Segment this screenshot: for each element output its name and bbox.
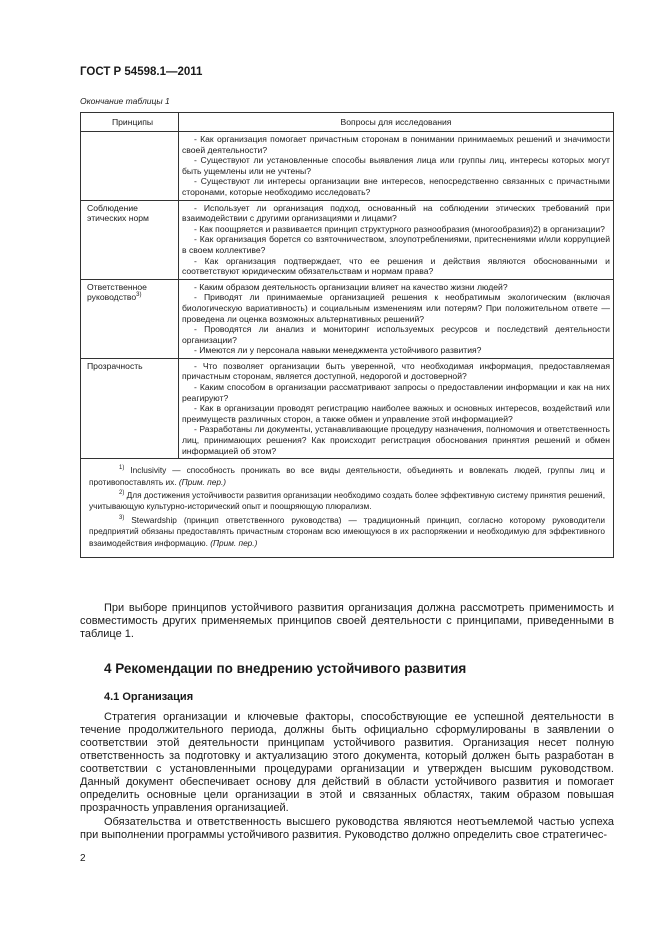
document-header: ГОСТ Р 54598.1—2011: [80, 66, 203, 78]
principle-cell: [81, 132, 179, 201]
footnote-ref: 3): [136, 292, 142, 299]
question-item: - Существуют ли установленные способы выявления лица или группы лиц, интересы которых могут быть ущемлены или не учтены?: [182, 155, 610, 176]
question-item: - Как организация борется со взяточничеством, злоупотреблениями, притеснениями и/или коррупцией в своем коллективе?: [182, 234, 610, 255]
questions-cell: [179, 200, 614, 279]
footnote: [89, 465, 605, 488]
footnote-text: Stewardship (принцип ответственного руководства) — традиционный принцип, согласно которому руководители предприятий обязаны предоставлять причастным сторонам всю имеющуюся в их распоряжении и необходимую для эффективного взаимодействия информацию.: [89, 514, 605, 548]
question-item: - Как организация подтверждает, что ее решения и действия являются обоснованными и соответствуют юридическим обязательствам и нормам права?: [182, 255, 610, 277]
principle-cell: [81, 200, 179, 279]
footnotes-row: [81, 459, 614, 558]
principle-cell: [81, 358, 179, 458]
table-row: [81, 132, 614, 201]
section-4-1-heading: 4.1 Организация: [104, 691, 194, 703]
question-item: - Проводятся ли анализ и мониторинг используемых ресурсов и последствий деятельности организации?: [182, 324, 610, 345]
footnote: [89, 490, 605, 513]
section-4-heading: 4 Рекомендации по внедрению устойчивого развития: [104, 661, 467, 676]
footnote-text: Для достижения устойчивости развития организации необходимо создать более эффективную систему принятия решений, учитывающую культурно-исторический опыт и поощряющую плюрализм.: [89, 490, 605, 512]
footnote-mark: 1): [119, 465, 125, 472]
questions-cell: [179, 279, 614, 358]
question-item: - Существуют ли интересы организации вне интересов, непосредственно связанных с причастными сторонами, которые необходимо исследовать?: [182, 176, 610, 197]
question-item: - Использует ли организация подход, основанный на соблюдении этических требований при взаимодействии с другими организациями и лицами?: [182, 202, 610, 224]
paragraph-after-table: При выборе принципов устойчивого развития организация должна рассмотреть применимость и совместимость других применяемых принципов своей деятельности с принципами, приведенными в таблице 1.: [80, 602, 614, 640]
question-item: - Приводят ли принимаемые организацией решения к необратимым экологическим (включая биологическую вариативность) и социальным изменениям или потерям? При положительном ответе — проведена ли оценка возможных альтернативных решений?: [182, 292, 610, 324]
principles-table: [80, 112, 614, 558]
principle-label: Ответственное руководство: [87, 281, 147, 303]
paragraph-4-1-2: Обязательства и ответственность высшего руководства являются неотъемлемой частью успеха при выполнении программы устойчивого развития. Руководство должно определить свое стратегичес-: [80, 816, 614, 841]
questions-cell: [179, 358, 614, 458]
question-item: - Как организация помогает причастным сторонам в понимании принимаемых решений и значимости своей деятельности?: [182, 134, 610, 155]
question-item: - Что позволяет организации быть уверенной, что необходимая информация, предоставляемая причастным сторонам, является доступной, недорогой и достоверной?: [182, 360, 610, 382]
question-item: - Каким образом деятельность организации влияет на качество жизни людей?: [194, 281, 508, 292]
table-row: [81, 279, 614, 358]
footnote-text: Inclusivity — способность проникать во все виды деятельности, объединять и вовлекать людей, группы лиц и противопоставлять их.: [89, 465, 605, 487]
table-row: [81, 200, 614, 279]
principle-label: Соблюдение этических норм: [87, 202, 149, 224]
column-header-questions: Вопросы для исследования: [179, 113, 614, 132]
footnote: [89, 515, 605, 549]
footnote-mark: 2): [119, 490, 125, 497]
table-row: [81, 358, 614, 458]
table-header-row: [81, 113, 614, 132]
question-item: - Имеются ли у персонала навыки менеджмента устойчивого развития?: [194, 345, 482, 356]
table-footnotes: [81, 459, 614, 558]
footnote-mark: 3): [119, 515, 125, 522]
page-number: 2: [80, 853, 86, 864]
question-item: - Каким способом в организации рассматривают запросы о предоставлении информации и как на них реагируют?: [182, 382, 610, 403]
table-body: [81, 132, 614, 459]
question-item: - Как поощряется и развивается принцип структурного разнообразия (многообразия)2) в организации?: [194, 223, 605, 234]
translator-remark: (Прим. пер.): [178, 476, 227, 487]
principle-label: Прозрачность: [87, 360, 143, 371]
translator-remark: (Прим. пер.): [210, 537, 258, 548]
question-item: - Как в организации проводят регистрацию наиболее важных и основных интересов, воздействий или преимуществ различных сторон, а также обмен и управление этой информацией?: [182, 403, 610, 424]
table-caption: Окончание таблицы 1: [80, 96, 170, 106]
column-header-principles: Принципы: [81, 113, 179, 132]
questions-cell: [179, 132, 614, 201]
paragraph-4-1-1: Стратегия организации и ключевые факторы, способствующие ее успешной деятельности в течение продолжительного периода, должны быть официально сформулированы в заявлении о соответствии этой деятельности принципам устойчивого развития. Организация несет полную ответственность за подготовку и актуализацию этого документа, который должен быть разработан в соответствии с установленными процедурами организации и утвержден высшим руководством. Данный документ обеспечивает основу для действий в области устойчивого развития и помогает определить основные цели организации в этой и связанных областях, таким образом повышая прозрачность управления организацией.: [80, 711, 614, 814]
principle-cell: [81, 279, 179, 358]
question-item: - Разработаны ли документы, устанавливающие процедуру назначения, полномочия и ответственность лиц, принимающих решения? Как происходит регистрация обоснования принятия решений и обмен информацией об этом?: [182, 424, 610, 456]
